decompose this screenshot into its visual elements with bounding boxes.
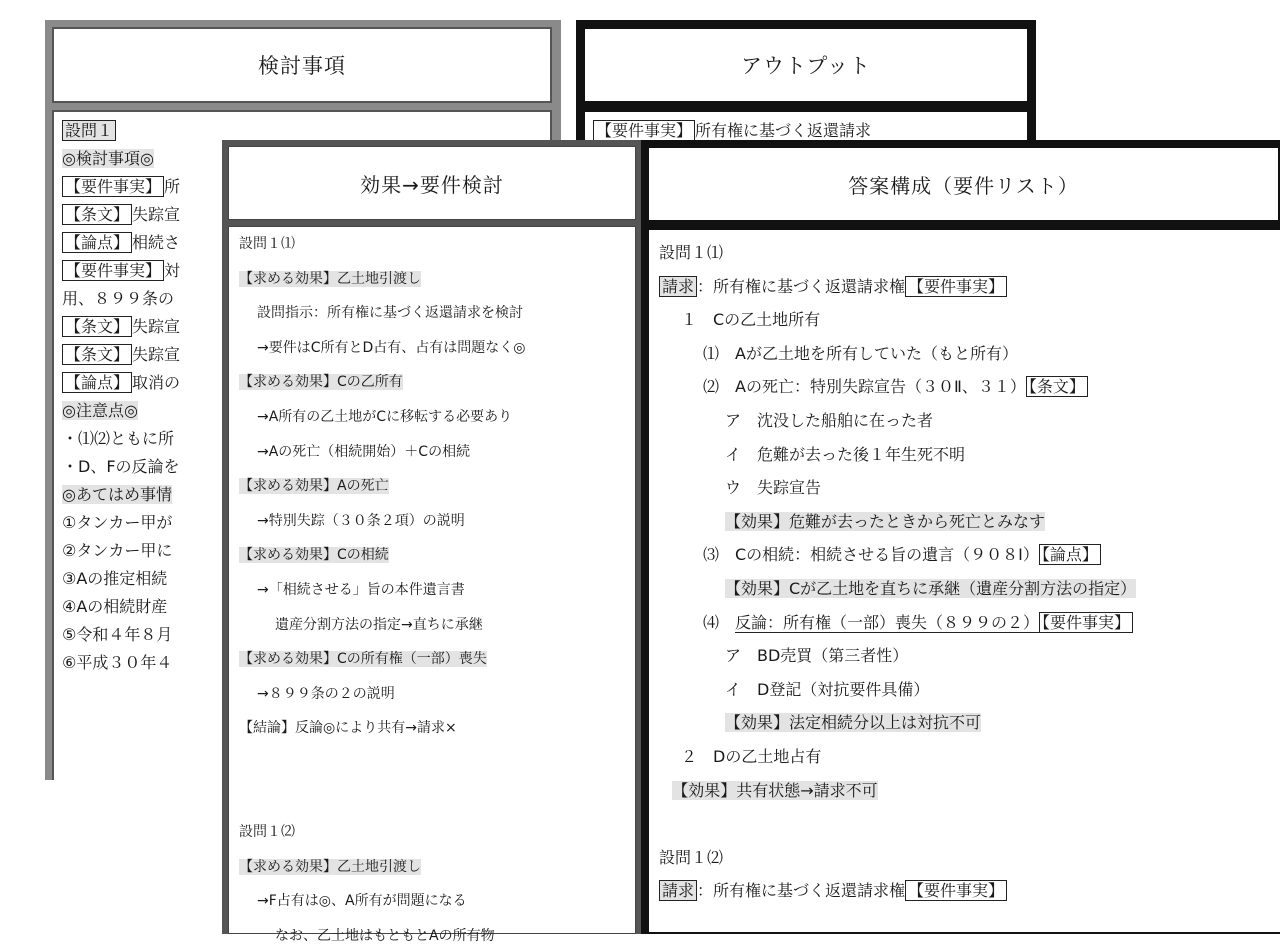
line-text: ⑴ Aが乙土地を所有していた（もと所有）	[703, 343, 1018, 363]
panel-body	[228, 226, 636, 944]
line-text: イ 危難が去った後１年生死不明	[725, 444, 966, 464]
label-tag: 【要件事実】	[1039, 612, 1133, 633]
label-tag: 設問１	[62, 120, 116, 141]
text-line	[62, 316, 180, 338]
panel-title: 効果→要件検討	[228, 146, 636, 220]
line-text: １ Cの乙土地所有	[681, 310, 821, 330]
text-line	[62, 372, 180, 394]
text-line	[725, 706, 981, 739]
label-tag: 【要件事実】	[62, 260, 164, 281]
label-tag: 【条文】	[1026, 376, 1088, 397]
line-text: →特別失踪（３０条２項）の説明	[257, 512, 465, 529]
line-text: ②タンカー甲に	[62, 541, 173, 560]
text-line	[672, 774, 877, 807]
line-text: 設問１⑴	[239, 236, 295, 252]
text-line	[62, 344, 180, 366]
text-line	[239, 856, 421, 878]
line-text: 【求める効果】Aの死亡	[239, 478, 389, 495]
text-line	[62, 568, 167, 590]
label-tag: 【論点】	[62, 372, 132, 393]
line-text: 【求める効果】Cの乙所有	[239, 374, 403, 391]
text-line	[257, 683, 395, 705]
text-line	[62, 120, 116, 142]
text-line	[725, 673, 929, 706]
line-text: 反論：所有権（一部）喪失（８９９の２）	[735, 612, 1040, 632]
text-line	[659, 236, 723, 269]
text-line	[725, 505, 1045, 538]
line-text: ⑤令和４年８月	[62, 625, 173, 644]
line-text: 【求める効果】Cの所有権（一部）喪失	[239, 651, 487, 668]
text-line	[725, 471, 821, 504]
line-text: ③Aの推定相続	[62, 569, 168, 588]
text-line	[659, 270, 1007, 303]
line-text: ア BD売買（第三者性）	[725, 646, 909, 666]
text-line	[703, 606, 1133, 639]
panel-body	[647, 228, 1280, 934]
text-line	[659, 874, 1007, 907]
text-line	[62, 428, 174, 450]
text-line	[257, 441, 470, 463]
text-line	[725, 639, 908, 672]
text-line	[239, 233, 295, 255]
line-text: →A所有の乙土地がCに移転する必要あり	[257, 409, 513, 425]
label-tag: 【条文】	[62, 344, 132, 365]
line-text: 遺産分割方法の指定→直ちに承継	[275, 616, 483, 633]
label-tag: 【要件事実】	[905, 276, 1007, 297]
line-text: 対	[164, 261, 181, 280]
text-line	[239, 475, 389, 497]
text-line	[257, 337, 526, 359]
panel-title: 検討事項	[52, 27, 552, 103]
line-text: 【効果】法定相続分以上は対抗不可	[725, 713, 982, 733]
text-line	[62, 288, 174, 310]
label-tag: 【条文】	[62, 204, 132, 225]
line-text: →要件はC所有とD占有、占有は問題なく◎	[257, 339, 526, 356]
panel-effect-requirements	[222, 140, 642, 944]
line-text: 設問１⑴	[659, 243, 724, 262]
label-tag: 【論点】	[1039, 544, 1101, 565]
line-text: 【求める効果】乙土地引渡し	[239, 270, 421, 287]
line-text: 相続さ	[132, 233, 181, 252]
text-line	[257, 510, 465, 532]
text-line	[62, 484, 172, 506]
line-text: →Aの死亡（相続開始）＋Cの相続	[257, 443, 471, 460]
text-line	[62, 400, 138, 422]
line-text: 所	[164, 177, 181, 196]
line-text: 設問１⑵	[239, 824, 295, 841]
label-tag: 【条文】	[62, 316, 132, 337]
line-text: ：所有権に基づく返還請求権	[697, 276, 906, 296]
line-text: ：所有権に基づく返還請求権	[697, 881, 906, 901]
text-line	[703, 538, 1101, 571]
panel-title: 答案構成（要件リスト）	[647, 146, 1280, 222]
text-line	[257, 890, 467, 912]
text-line	[62, 596, 167, 618]
text-line	[62, 456, 180, 478]
text-line	[62, 624, 172, 646]
text-line	[62, 512, 172, 534]
text-line	[62, 540, 172, 562]
text-line	[703, 370, 1088, 403]
label-tag: 請求	[659, 276, 697, 297]
line-text: 【結論】反論◎により共有→請求×	[239, 720, 457, 737]
line-text: ⑵ Aの死亡：特別失踪宣告（３０Ⅱ、３１）	[703, 377, 1026, 397]
text-line	[62, 204, 180, 226]
text-line	[62, 652, 172, 674]
line-text: →「相続させる」旨の本件遺言書	[257, 582, 465, 598]
text-line	[275, 614, 483, 636]
text-line	[62, 260, 180, 282]
text-line	[239, 821, 295, 843]
text-line	[275, 925, 495, 947]
text-line	[725, 438, 965, 471]
line-text: ア 沈没した船舶に在った者	[725, 411, 934, 430]
text-line	[239, 544, 389, 566]
line-text: ◎検討事項◎	[62, 149, 154, 168]
line-text: 【効果】危難が去ったときから死亡とみなす	[725, 511, 1046, 531]
line-text: ⑶ Cの相続：相続させる旨の遺言（９０８Ⅰ）	[703, 545, 1039, 565]
text-line	[257, 579, 465, 601]
line-text: →F占有は◎、A所有が問題になる	[257, 893, 467, 910]
text-line	[593, 120, 871, 142]
label-tag: 【要件事実】	[593, 120, 695, 141]
line-text: 【求める効果】乙土地引渡し	[239, 858, 421, 875]
text-line	[703, 337, 1018, 370]
line-text: 【求める効果】Cの相続	[239, 547, 389, 564]
text-line	[62, 148, 154, 170]
line-text: ⑷	[703, 612, 736, 632]
text-line	[239, 268, 421, 290]
line-text: →８９９条の２の説明	[257, 685, 395, 702]
line-text: ④Aの相続財産	[62, 597, 168, 616]
line-text: 用、８９９条の	[62, 289, 175, 308]
text-line	[725, 404, 933, 437]
line-text: ウ 失踪宣告	[725, 478, 822, 498]
text-line	[257, 406, 512, 428]
label-tag: 【要件事実】	[905, 880, 1007, 901]
line-text: ２ Dの乙土地占有	[681, 747, 822, 766]
line-text: 【効果】共有状態→請求不可	[672, 780, 878, 800]
label-tag: 【要件事実】	[62, 176, 164, 197]
panel-answer-outline	[641, 140, 1280, 934]
line-text: イ D登記（対抗要件具備）	[725, 679, 930, 699]
line-text: ◎あてはめ事情	[62, 485, 172, 504]
line-text: 失踪宣	[132, 317, 181, 336]
line-text: 失踪宣	[132, 345, 181, 364]
line-text: 取消の	[132, 373, 181, 392]
line-text: ・⑴⑵ともに所	[62, 429, 175, 448]
label-tag: 請求	[659, 880, 697, 901]
text-line	[239, 648, 487, 670]
text-line	[257, 302, 523, 324]
text-line	[62, 232, 180, 254]
line-text: ①タンカー甲が	[62, 513, 173, 532]
panel-title: アウトプット	[583, 27, 1029, 103]
line-text: ・D、Fの反論を	[62, 457, 180, 476]
line-text: 【効果】Cが乙土地を直ちに承継（遺産分割方法の指定）	[725, 579, 1137, 598]
label-tag: 【論点】	[62, 232, 132, 253]
line-text: ◎注意点◎	[62, 401, 138, 420]
text-line	[239, 371, 403, 393]
text-line	[681, 740, 821, 773]
text-line	[239, 717, 457, 739]
line-text: なお、乙土地はもともとAの所有物	[275, 928, 495, 944]
line-text: 所有権に基づく返還請求	[695, 121, 872, 140]
line-text: ⑥平成３０年４	[62, 653, 173, 672]
line-text: 失踪宣	[132, 205, 181, 224]
line-text: 設問指示：所有権に基づく返還請求を検討	[257, 305, 523, 322]
text-line	[62, 176, 180, 198]
line-text: 設問１⑵	[659, 847, 724, 867]
text-line	[681, 303, 820, 336]
text-line	[659, 841, 723, 874]
text-line	[725, 572, 1136, 605]
